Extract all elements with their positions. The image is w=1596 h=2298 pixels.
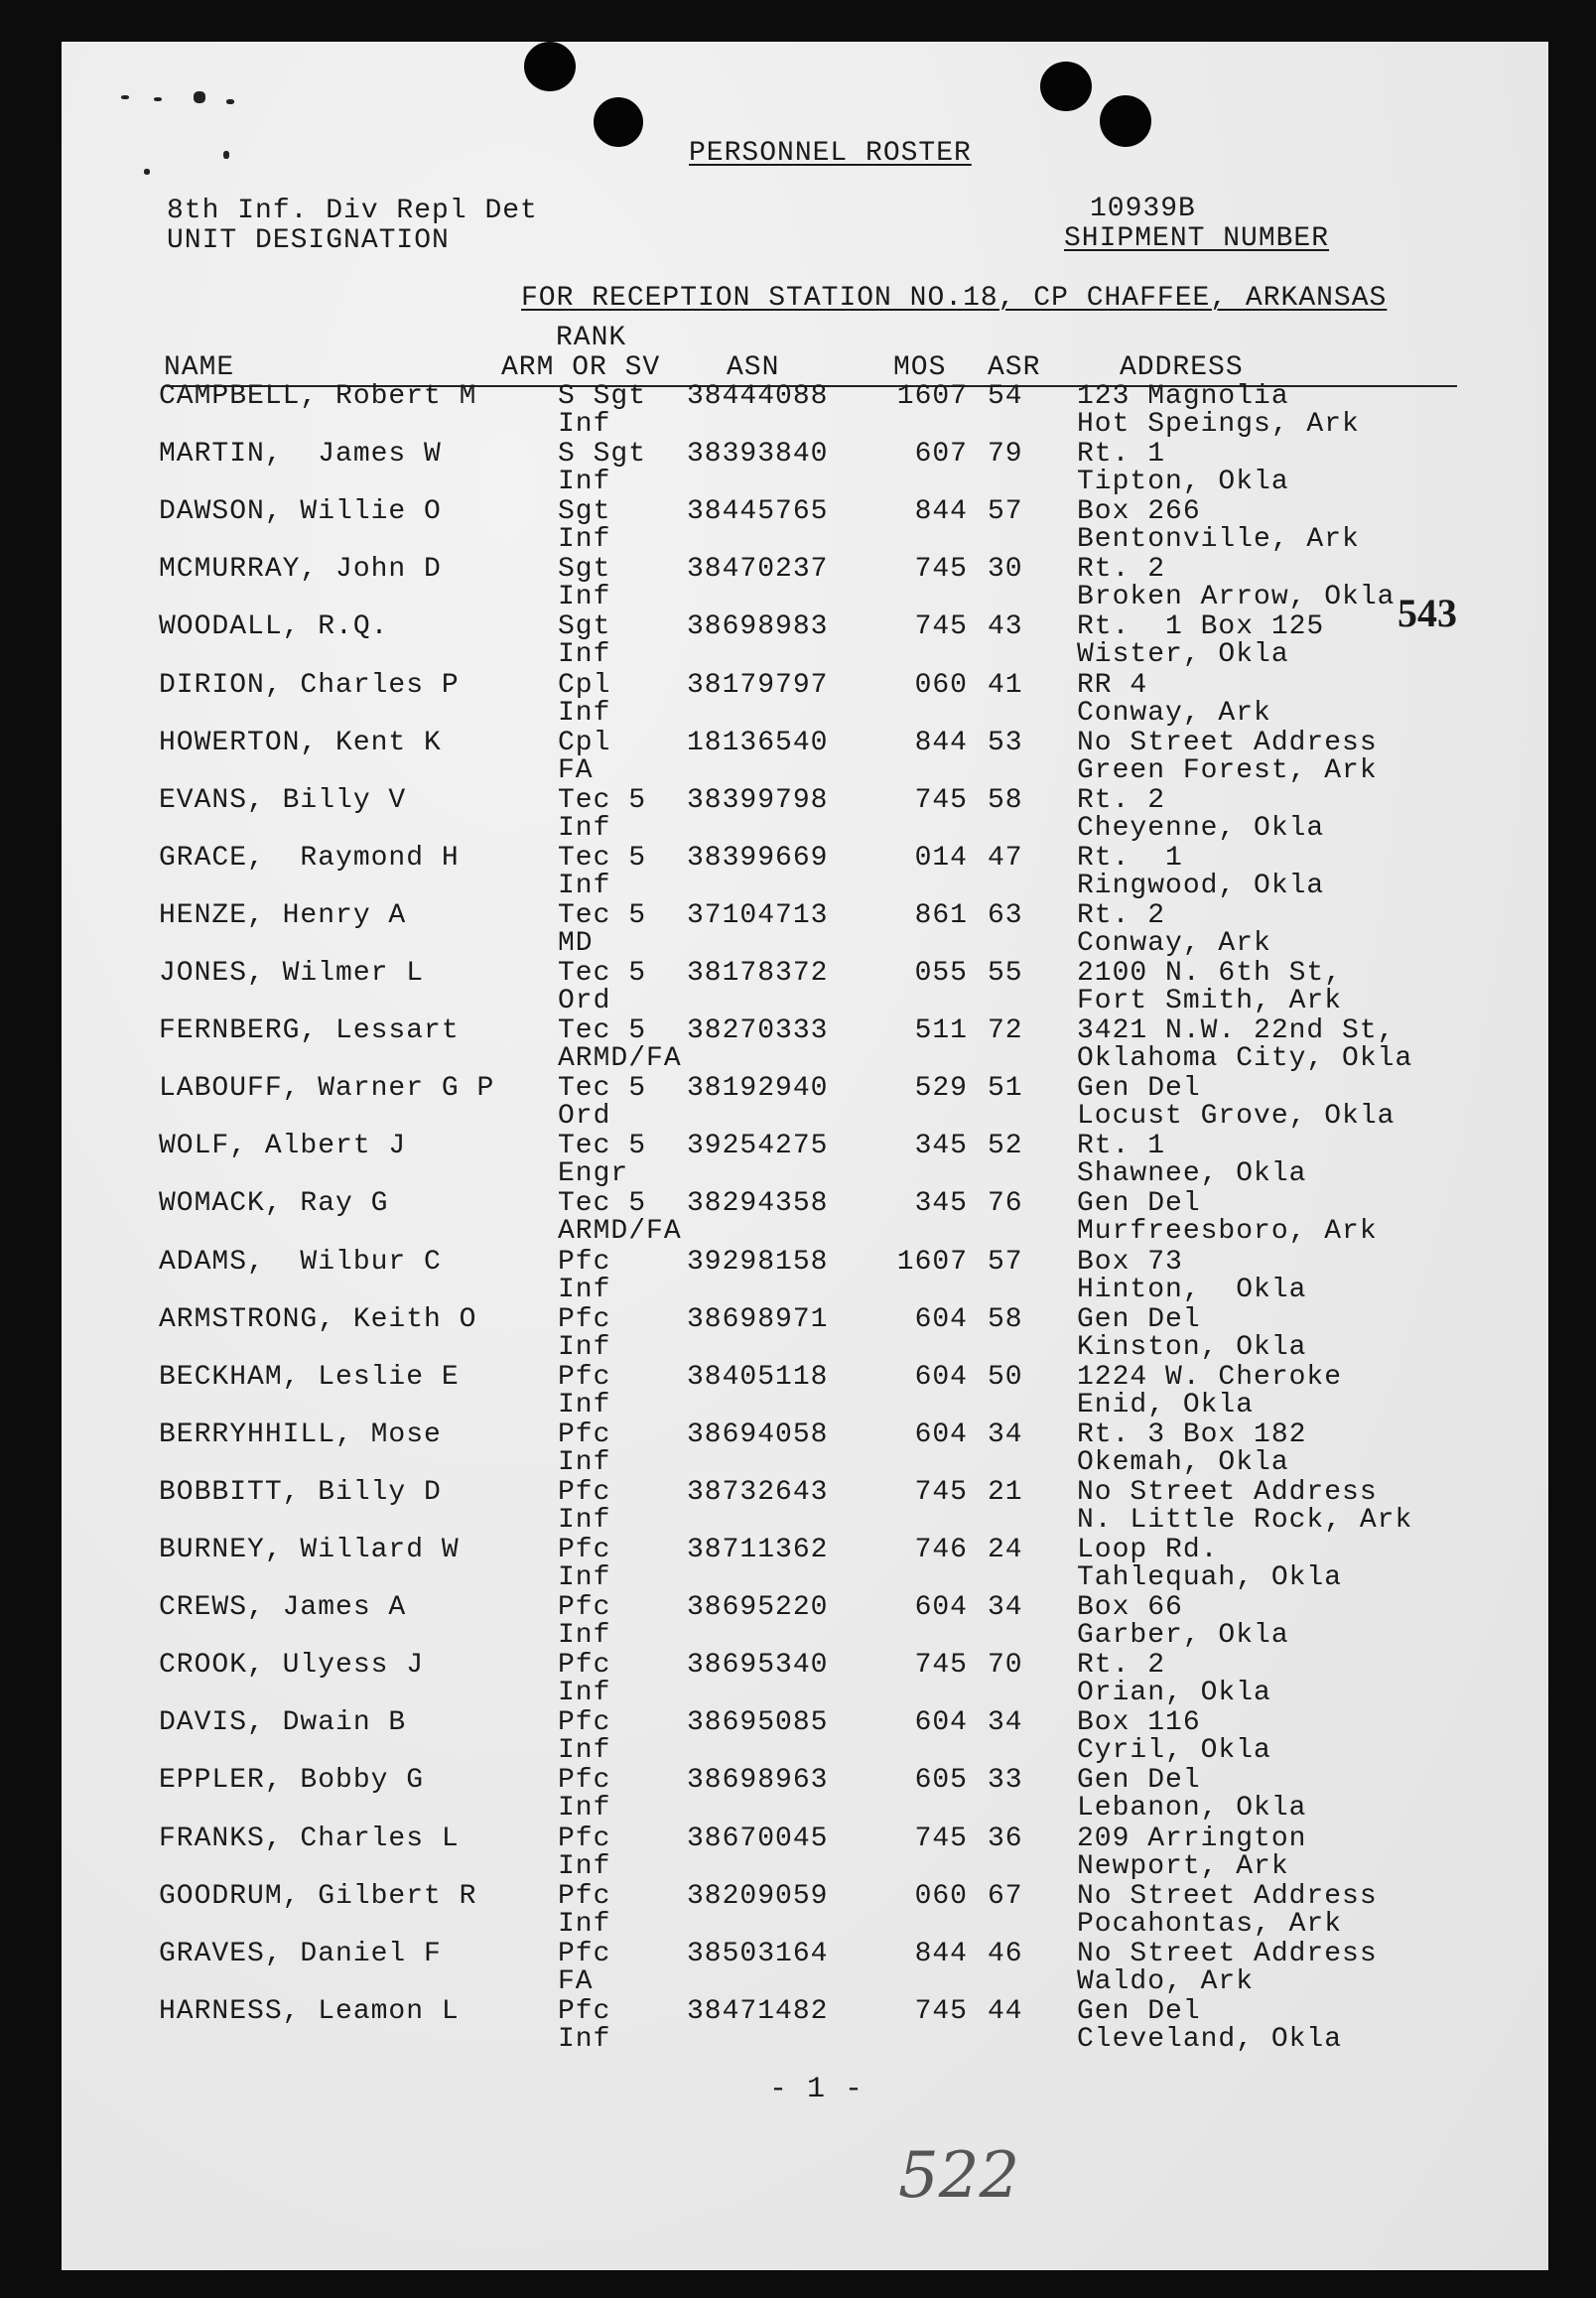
column-header-address: ADDRESS [1120, 352, 1244, 383]
roster-address-line2: Hinton, Okla [1077, 1275, 1307, 1305]
roster-asn: 38209059 [687, 1881, 829, 1912]
roster-name: WOMACK, Ray G [159, 1188, 389, 1219]
roster-arm-or-service: Inf [558, 1735, 611, 1766]
roster-mos: 511 [914, 1015, 968, 1046]
ink-speck [226, 99, 234, 104]
roster-asn: 38694058 [687, 1419, 829, 1450]
roster-asr: 63 [988, 900, 1023, 931]
roster-name: BOBBITT, Billy D [159, 1477, 442, 1508]
ink-speck [154, 97, 162, 101]
roster-address-line2: Broken Arrow, Okla [1077, 582, 1396, 612]
roster-mos: 604 [914, 1304, 968, 1335]
roster-asr: 34 [988, 1707, 1023, 1738]
roster-arm-or-service: Inf [558, 1562, 611, 1593]
table-row [0, 729, 1596, 786]
table-row [0, 1305, 1596, 1363]
roster-arm-or-service: Inf [558, 1793, 611, 1824]
roster-arm-or-service: Ord [558, 986, 611, 1016]
roster-rank: Tec 5 [558, 900, 647, 931]
roster-name: BURNEY, Willard W [159, 1535, 460, 1565]
roster-rank: Tec 5 [558, 958, 647, 989]
roster-mos: 1607 [896, 1247, 968, 1278]
roster-asr: 55 [988, 958, 1023, 989]
table-row [0, 1478, 1596, 1536]
roster-rank: Pfc [558, 1247, 611, 1278]
roster-name: DAWSON, Willie O [159, 496, 442, 527]
roster-asn: 38698983 [687, 611, 829, 642]
roster-rank: S Sgt [558, 439, 647, 470]
roster-address-line1: Rt. 2 [1077, 1650, 1166, 1681]
roster-address-line1: Rt. 2 [1077, 900, 1166, 931]
roster-mos: 060 [914, 670, 968, 701]
roster-asr: 36 [988, 1824, 1023, 1854]
table-row [0, 1708, 1596, 1766]
roster-address-line1: Box 66 [1077, 1592, 1183, 1623]
table-row [0, 1074, 1596, 1132]
roster-name: FERNBERG, Lessart [159, 1015, 460, 1046]
roster-mos: 604 [914, 1419, 968, 1450]
roster-arm-or-service: Inf [558, 1505, 611, 1536]
roster-address-line2: Enid, Okla [1077, 1390, 1255, 1420]
roster-address-line1: 123 Magnolia [1077, 381, 1289, 412]
roster-rank: Tec 5 [558, 785, 647, 816]
roster-asr: 44 [988, 1996, 1023, 2027]
roster-name: GRAVES, Daniel F [159, 1939, 442, 1969]
roster-name: EPPLER, Bobby G [159, 1765, 425, 1796]
roster-arm-or-service: FA [558, 755, 594, 786]
roster-name: HARNESS, Leamon L [159, 1996, 460, 2027]
roster-address-line1: Rt. 2 [1077, 785, 1166, 816]
roster-asr: 58 [988, 1304, 1023, 1335]
roster-rank: Pfc [558, 1362, 611, 1393]
roster-address-line2: Newport, Ark [1077, 1851, 1289, 1882]
roster-arm-or-service: MD [558, 928, 594, 959]
column-header-rank: RANK [556, 323, 627, 353]
roster-address-line1: Gen Del [1077, 1073, 1201, 1104]
roster-address-line2: Cyril, Okla [1077, 1735, 1271, 1766]
roster-address-line1: Gen Del [1077, 1304, 1201, 1335]
roster-arm-or-service: Inf [558, 524, 611, 555]
roster-asr: 72 [988, 1015, 1023, 1046]
roster-address-line1: Gen Del [1077, 1765, 1201, 1796]
roster-address-line1: No Street Address [1077, 1939, 1378, 1969]
roster-address-line1: Gen Del [1077, 1188, 1201, 1219]
roster-asn: 18136540 [687, 728, 829, 758]
roster-rank: Cpl [558, 728, 611, 758]
table-row [0, 1016, 1596, 1074]
roster-name: EVANS, Billy V [159, 785, 407, 816]
roster-mos: 745 [914, 1824, 968, 1854]
roster-asn: 38695340 [687, 1650, 829, 1681]
roster-arm-or-service: ARMD/FA [558, 1043, 682, 1074]
roster-name: MARTIN, James W [159, 439, 442, 470]
table-row [0, 382, 1596, 440]
table-row [0, 612, 1596, 670]
roster-mos: 844 [914, 728, 968, 758]
roster-asn: 38393840 [687, 439, 829, 470]
roster-asr: 52 [988, 1131, 1023, 1161]
table-row [0, 1248, 1596, 1305]
column-header-asn: ASN [727, 352, 780, 383]
roster-mos: 014 [914, 843, 968, 874]
punch-hole [1100, 95, 1151, 147]
roster-address-line1: Rt. 3 Box 182 [1077, 1419, 1307, 1450]
roster-asr: 67 [988, 1881, 1023, 1912]
roster-address-line1: Rt. 1 [1077, 843, 1183, 874]
roster-address-line2: Oklahoma City, Okla [1077, 1043, 1413, 1074]
table-row [0, 786, 1596, 844]
roster-arm-or-service: Inf [558, 1390, 611, 1420]
roster-arm-or-service: Inf [558, 1851, 611, 1882]
roster-rank: Pfc [558, 1707, 611, 1738]
roster-rank: Pfc [558, 1939, 611, 1969]
table-row [0, 1593, 1596, 1651]
roster-mos: 745 [914, 554, 968, 585]
roster-name: ADAMS, Wilbur C [159, 1247, 442, 1278]
roster-asr: 21 [988, 1477, 1023, 1508]
punch-hole [1040, 62, 1092, 111]
roster-name: HENZE, Henry A [159, 900, 407, 931]
roster-mos: 607 [914, 439, 968, 470]
ink-speck [144, 169, 150, 175]
roster-address-line2: Conway, Ark [1077, 698, 1271, 729]
roster-rank: Pfc [558, 1765, 611, 1796]
roster-asn: 38470237 [687, 554, 829, 585]
table-row [0, 1363, 1596, 1420]
roster-asr: 51 [988, 1073, 1023, 1104]
roster-rank: Tec 5 [558, 1131, 647, 1161]
roster-rank: Tec 5 [558, 1015, 647, 1046]
handwritten-number: 522 [898, 2139, 1020, 2213]
roster-name: WOODALL, R.Q. [159, 611, 389, 642]
roster-asr: 54 [988, 381, 1023, 412]
roster-asr: 50 [988, 1362, 1023, 1393]
column-header-asr: ASR [988, 352, 1041, 383]
roster-mos: 745 [914, 1650, 968, 1681]
roster-rank: Tec 5 [558, 1073, 647, 1104]
roster-rank: Tec 5 [558, 843, 647, 874]
roster-address-line2: Tahlequah, Okla [1077, 1562, 1343, 1593]
roster-asr: 76 [988, 1188, 1023, 1219]
roster-asn: 38670045 [687, 1824, 829, 1854]
roster-address-line2: Shawnee, Okla [1077, 1158, 1307, 1189]
roster-arm-or-service: Inf [558, 2024, 611, 2055]
roster-asn: 39298158 [687, 1247, 829, 1278]
roster-asn: 38698963 [687, 1765, 829, 1796]
table-row [0, 901, 1596, 959]
roster-mos: 745 [914, 1477, 968, 1508]
roster-asr: 58 [988, 785, 1023, 816]
roster-asn: 38178372 [687, 958, 829, 989]
table-row [0, 1882, 1596, 1940]
roster-arm-or-service: Inf [558, 871, 611, 901]
roster-name: CREWS, James A [159, 1592, 407, 1623]
roster-arm-or-service: Inf [558, 1678, 611, 1708]
roster-address-line1: Box 116 [1077, 1707, 1201, 1738]
roster-asn: 39254275 [687, 1131, 829, 1161]
roster-asn: 38698971 [687, 1304, 829, 1335]
roster-arm-or-service: Inf [558, 698, 611, 729]
roster-name: BERRYHHILL, Mose [159, 1419, 442, 1450]
roster-mos: 1607 [896, 381, 968, 412]
document-title: PERSONNEL ROSTER [689, 138, 972, 169]
roster-address-line1: No Street Address [1077, 1477, 1378, 1508]
roster-asn: 38294358 [687, 1188, 829, 1219]
roster-address-line1: No Street Address [1077, 728, 1378, 758]
table-row [0, 1766, 1596, 1824]
roster-name: LABOUFF, Warner G P [159, 1073, 495, 1104]
table-row [0, 1189, 1596, 1247]
roster-address-line2: Kinston, Okla [1077, 1332, 1307, 1363]
roster-asn: 38270333 [687, 1015, 829, 1046]
roster-mos: 745 [914, 1996, 968, 2027]
roster-asr: 34 [988, 1592, 1023, 1623]
roster-arm-or-service: Inf [558, 1275, 611, 1305]
punch-hole [594, 97, 643, 147]
roster-asr: 33 [988, 1765, 1023, 1796]
roster-name: CROOK, Ulyess J [159, 1650, 425, 1681]
roster-address-line1: Rt. 1 Box 125 [1077, 611, 1325, 642]
roster-address-line2: Tipton, Okla [1077, 467, 1289, 497]
roster-name: HOWERTON, Kent K [159, 728, 442, 758]
destination-line: FOR RECEPTION STATION NO.18, CP CHAFFEE, ARKANSAS [521, 283, 1388, 314]
roster-address-line2: N. Little Rock, Ark [1077, 1505, 1413, 1536]
roster-mos: 844 [914, 496, 968, 527]
roster-name: CAMPBELL, Robert M [159, 381, 477, 412]
roster-rank: Sgt [558, 496, 611, 527]
roster-address-line1: No Street Address [1077, 1881, 1378, 1912]
roster-address-line1: Rt. 2 [1077, 554, 1166, 585]
shipment-number-label: SHIPMENT NUMBER [1064, 223, 1330, 254]
roster-address-line2: Lebanon, Okla [1077, 1793, 1307, 1824]
roster-address-line1: Rt. 1 [1077, 1131, 1166, 1161]
ink-speck [121, 95, 129, 99]
roster-arm-or-service: FA [558, 1966, 594, 1997]
table-row [0, 440, 1596, 497]
roster-rank: Pfc [558, 1535, 611, 1565]
roster-mos: 345 [914, 1131, 968, 1161]
roster-asn: 38711362 [687, 1535, 829, 1565]
roster-arm-or-service: Inf [558, 1909, 611, 1940]
roster-mos: 060 [914, 1881, 968, 1912]
roster-asn: 38471482 [687, 1996, 829, 2027]
roster-rank: Sgt [558, 554, 611, 585]
roster-address-line2: Waldo, Ark [1077, 1966, 1255, 1997]
roster-rank: Pfc [558, 1824, 611, 1854]
roster-name: JONES, Wilmer L [159, 958, 425, 989]
roster-arm-or-service: Inf [558, 639, 611, 670]
roster-mos: 604 [914, 1362, 968, 1393]
roster-name: DIRION, Charles P [159, 670, 460, 701]
table-row [0, 497, 1596, 555]
table-row [0, 1132, 1596, 1189]
roster-mos: 529 [914, 1073, 968, 1104]
roster-rank: Pfc [558, 1650, 611, 1681]
roster-mos: 746 [914, 1535, 968, 1565]
roster-arm-or-service: Inf [558, 409, 611, 440]
table-row [0, 1825, 1596, 1882]
roster-address-line2: Wister, Okla [1077, 639, 1289, 670]
roster-asn: 38444088 [687, 381, 829, 412]
roster-address-line2: Fort Smith, Ark [1077, 986, 1343, 1016]
roster-address-line1: Loop Rd. [1077, 1535, 1219, 1565]
table-row [0, 1940, 1596, 1997]
column-header-name: NAME [164, 352, 235, 383]
roster-address-line2: Okemah, Okla [1077, 1447, 1289, 1478]
roster-address-line2: Cleveland, Okla [1077, 2024, 1343, 2055]
roster-asr: 70 [988, 1650, 1023, 1681]
roster-asr: 79 [988, 439, 1023, 470]
roster-rank: Pfc [558, 1881, 611, 1912]
roster-address-line1: Rt. 1 [1077, 439, 1166, 470]
roster-asn: 38445765 [687, 496, 829, 527]
roster-address-line1: 2100 N. 6th St, [1077, 958, 1343, 989]
roster-arm-or-service: Inf [558, 1447, 611, 1478]
roster-asr: 57 [988, 496, 1023, 527]
roster-address-line2: Garber, Okla [1077, 1620, 1289, 1651]
roster-mos: 055 [914, 958, 968, 989]
roster-asn: 38179797 [687, 670, 829, 701]
ink-speck [194, 91, 205, 103]
roster-arm-or-service: Engr [558, 1158, 629, 1189]
roster-address-line2: Hot Speings, Ark [1077, 409, 1360, 440]
roster-name: GOODRUM, Gilbert R [159, 1881, 477, 1912]
roster-rank: Pfc [558, 1419, 611, 1450]
roster-asr: 34 [988, 1419, 1023, 1450]
roster-mos: 745 [914, 611, 968, 642]
roster-mos: 345 [914, 1188, 968, 1219]
roster-rank: Pfc [558, 1304, 611, 1335]
punch-hole [524, 42, 576, 91]
roster-name: BECKHAM, Leslie E [159, 1362, 460, 1393]
roster-asr: 46 [988, 1939, 1023, 1969]
unit-designation-value: 8th Inf. Div Repl Det [167, 196, 538, 226]
roster-asn: 38695220 [687, 1592, 829, 1623]
table-row [0, 1651, 1596, 1708]
roster-asn: 38695085 [687, 1707, 829, 1738]
roster-address-line1: 3421 N.W. 22nd St, [1077, 1015, 1396, 1046]
roster-arm-or-service: ARMD/FA [558, 1216, 682, 1247]
shipment-number-value: 10939B [1090, 194, 1196, 224]
roster-rank: S Sgt [558, 381, 647, 412]
table-row [0, 1420, 1596, 1478]
roster-mos: 604 [914, 1707, 968, 1738]
stamped-number: 543 [1397, 591, 1457, 635]
table-row [0, 1997, 1596, 2055]
roster-name: WOLF, Albert J [159, 1131, 407, 1161]
roster-asr: 47 [988, 843, 1023, 874]
roster-asn: 37104713 [687, 900, 829, 931]
roster-address-line2: Locust Grove, Okla [1077, 1101, 1396, 1132]
roster-address-line2: Green Forest, Ark [1077, 755, 1378, 786]
table-row [0, 555, 1596, 612]
roster-mos: 861 [914, 900, 968, 931]
roster-rank: Sgt [558, 611, 611, 642]
roster-address-line2: Ringwood, Okla [1077, 871, 1325, 901]
roster-arm-or-service: Inf [558, 813, 611, 844]
roster-name: GRACE, Raymond H [159, 843, 460, 874]
roster-asn: 38503164 [687, 1939, 829, 1969]
roster-mos: 745 [914, 785, 968, 816]
roster-address-line2: Conway, Ark [1077, 928, 1271, 959]
roster-asr: 24 [988, 1535, 1023, 1565]
roster-asr: 53 [988, 728, 1023, 758]
roster-address-line1: Box 73 [1077, 1247, 1183, 1278]
unit-designation-label: UNIT DESIGNATION [167, 225, 450, 256]
table-row [0, 844, 1596, 901]
roster-rank: Cpl [558, 670, 611, 701]
roster-asr: 43 [988, 611, 1023, 642]
roster-asn: 38192940 [687, 1073, 829, 1104]
roster-asn: 38399798 [687, 785, 829, 816]
roster-address-line1: 209 Arrington [1077, 1824, 1307, 1854]
roster-address-line2: Bentonville, Ark [1077, 524, 1360, 555]
roster-name: MCMURRAY, John D [159, 554, 442, 585]
roster-arm-or-service: Inf [558, 582, 611, 612]
roster-address-line2: Orian, Okla [1077, 1678, 1271, 1708]
roster-address-line2: Cheyenne, Okla [1077, 813, 1325, 844]
roster-asr: 30 [988, 554, 1023, 585]
table-row [0, 671, 1596, 729]
roster-address-line2: Murfreesboro, Ark [1077, 1216, 1378, 1247]
roster-arm-or-service: Inf [558, 467, 611, 497]
column-header-mos: MOS [893, 352, 947, 383]
roster-mos: 604 [914, 1592, 968, 1623]
roster-name: DAVIS, Dwain B [159, 1707, 407, 1738]
roster-mos: 844 [914, 1939, 968, 1969]
roster-name: ARMSTRONG, Keith O [159, 1304, 477, 1335]
roster-arm-or-service: Inf [558, 1620, 611, 1651]
roster-rank: Pfc [558, 1592, 611, 1623]
roster-asn: 38399669 [687, 843, 829, 874]
roster-address-line1: RR 4 [1077, 670, 1148, 701]
roster-asr: 41 [988, 670, 1023, 701]
roster-rank: Pfc [558, 1477, 611, 1508]
roster-address-line1: Gen Del [1077, 1996, 1201, 2027]
roster-asn: 38405118 [687, 1362, 829, 1393]
roster-address-line1: Box 266 [1077, 496, 1201, 527]
roster-arm-or-service: Ord [558, 1101, 611, 1132]
roster-arm-or-service: Inf [558, 1332, 611, 1363]
roster-rank: Tec 5 [558, 1188, 647, 1219]
page-number: - 1 - [769, 2073, 864, 2106]
roster-mos: 605 [914, 1765, 968, 1796]
roster-address-line1: 1224 W. Cheroke [1077, 1362, 1343, 1393]
roster-name: FRANKS, Charles L [159, 1824, 460, 1854]
roster-asn: 38732643 [687, 1477, 829, 1508]
roster-address-line2: Pocahontas, Ark [1077, 1909, 1343, 1940]
table-row [0, 1536, 1596, 1593]
roster-asr: 57 [988, 1247, 1023, 1278]
column-header-arm-or-sv: ARM OR SV [501, 352, 661, 383]
roster-rank: Pfc [558, 1996, 611, 2027]
ink-speck [223, 151, 229, 159]
table-row [0, 959, 1596, 1016]
